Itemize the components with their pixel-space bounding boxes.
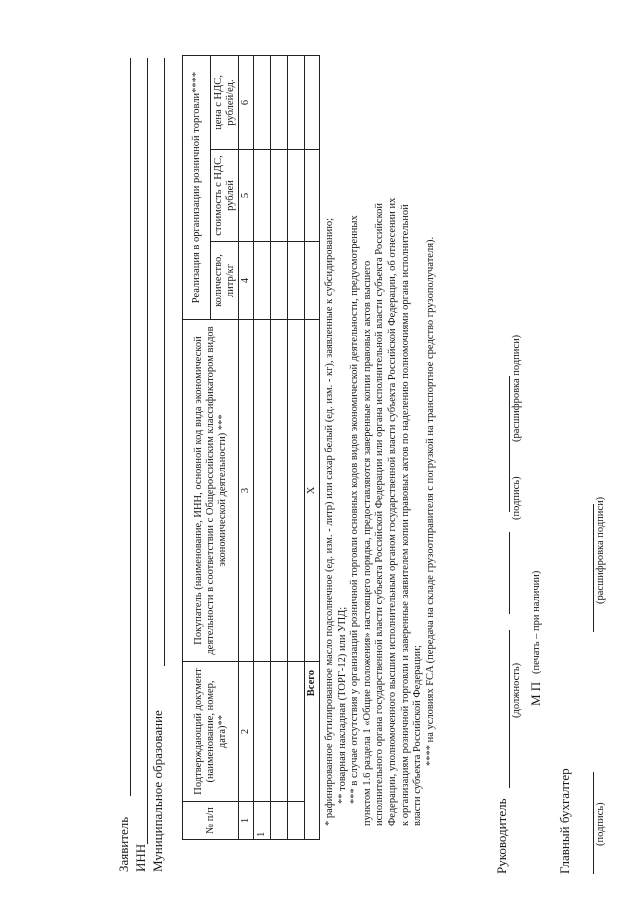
table-cell — [288, 320, 305, 662]
table-cell — [305, 242, 320, 320]
col-index-cell: 4 — [239, 242, 254, 320]
municipality-label: Муниципальное образование — [150, 710, 165, 872]
footnote-3-line: исполнительного органа государственной власти субъекта Российской Федерации или органа исполнительной власти субъекта Российской — [374, 202, 386, 826]
municipality-field-line — [164, 58, 165, 666]
accountant-decoding-line — [593, 504, 594, 632]
col-index-cell: 6 — [239, 56, 254, 150]
applicant-field-line — [130, 58, 131, 796]
col-num-header: № п/п — [183, 802, 239, 840]
table-cell — [288, 242, 305, 320]
col-sales-group-header: Реализация в организации розничной торговли**** — [183, 56, 211, 320]
col-price-header: цена с НДС, рублей/ед. — [211, 56, 239, 150]
footnote-3-line: *** в случае отсутствия у организаций розничной торговли основных кодов видов экономической деятельности, предусмотренных — [349, 215, 361, 804]
table-cell — [288, 662, 305, 802]
table-cell — [254, 150, 271, 242]
col-cost-header: стоимость с НДС, рублей — [211, 150, 239, 242]
table-cell — [271, 802, 288, 840]
table-cell — [305, 150, 320, 242]
table-header-row — [183, 56, 211, 840]
footnotes — [324, 26, 437, 826]
footnote-3-line: Федерации, уполномоченного высшим исполнительным органом государственной власти субъекта Российской Федерации, об отнесении их — [386, 197, 398, 826]
col-index-cell: 2 — [239, 662, 254, 802]
col-index-cell: 5 — [239, 150, 254, 242]
decoding-caption: (расшифровка подписи) — [511, 334, 522, 442]
acc-decoding-caption: (расшифровка подписи) — [595, 496, 606, 604]
acc-signature-caption: (подпись) — [595, 802, 606, 846]
table-index-row — [239, 56, 254, 840]
table-cell — [271, 56, 288, 150]
table-row — [254, 56, 271, 840]
footnote-1: * рафинированное бутилированное масло подсолнечное (ед. изм. - литр) или сахар белый (ед. изм. - кг), заявленные к субсидированию; — [324, 217, 335, 826]
col-buyer-header: Покупатель (наименование, ИНН, основной код вида экономической деятельности в соответствии с Общероссийским классификатором видов экономической деятельности) *** — [183, 320, 239, 662]
table-cell — [254, 56, 271, 150]
table-cell — [271, 150, 288, 242]
inn-label: ИНН — [133, 843, 148, 872]
position-caption: (должность) — [511, 662, 522, 718]
director-signature-line — [509, 532, 510, 614]
col-index-cell: 3 — [239, 320, 254, 662]
col-index-cell: 1 — [239, 802, 254, 840]
table-cell — [305, 56, 320, 150]
table-total-row — [305, 56, 320, 840]
table-cell — [271, 242, 288, 320]
table-cell — [254, 662, 271, 802]
applicant-label: Заявитель — [116, 816, 131, 872]
accountant-label: Главный бухгалтер — [557, 768, 572, 874]
table-cell — [254, 242, 271, 320]
inn-field-line — [147, 58, 148, 844]
col-quantity-header: количество, литр/кг — [211, 242, 239, 320]
row-number-cell: 1 — [254, 802, 271, 840]
table-cell — [271, 662, 288, 802]
stamp-label: М П — [528, 681, 543, 706]
total-buyer-cell: Х — [305, 320, 320, 662]
footnote-3-line: к организациям розничной торговли и заверенные заявителем копии правовых актов по наделению полномочиями органа исполнительной — [399, 204, 411, 826]
footnote-3-line: власти субъекта Российской Федерации; — [412, 645, 424, 826]
total-label: Всего — [305, 662, 320, 840]
stamp-caption: (печать – при наличии) — [531, 570, 542, 674]
signature-caption: (подпись) — [511, 476, 522, 520]
table-row — [288, 56, 305, 840]
footnote-2: ** товарная накладная (ТОРГ-12) или УПД; — [336, 606, 348, 804]
table-cell — [288, 150, 305, 242]
table-cell — [288, 802, 305, 840]
accountant-signature-line — [593, 772, 594, 874]
table-cell — [271, 320, 288, 662]
table-cell — [288, 56, 305, 150]
table-cell — [254, 320, 271, 662]
table-row — [271, 56, 288, 840]
director-decoding-line — [509, 376, 510, 512]
footnote-3-line: пунктом 1.6 раздела 1 «Общие положения» настоящего порядка, предоставляются заверенные копии правовых актов высшего — [361, 260, 373, 826]
footnote-4: **** на условиях FCA (передача на складе грузоотправителя с погрузкой на транспортное средство грузополучателя). — [424, 236, 436, 766]
director-position-line — [509, 630, 510, 788]
director-label: Руководитель — [494, 798, 509, 874]
col-document-header: Подтверждающий документ (наименование, номер, дата)** — [183, 662, 239, 802]
sales-table — [182, 55, 320, 840]
